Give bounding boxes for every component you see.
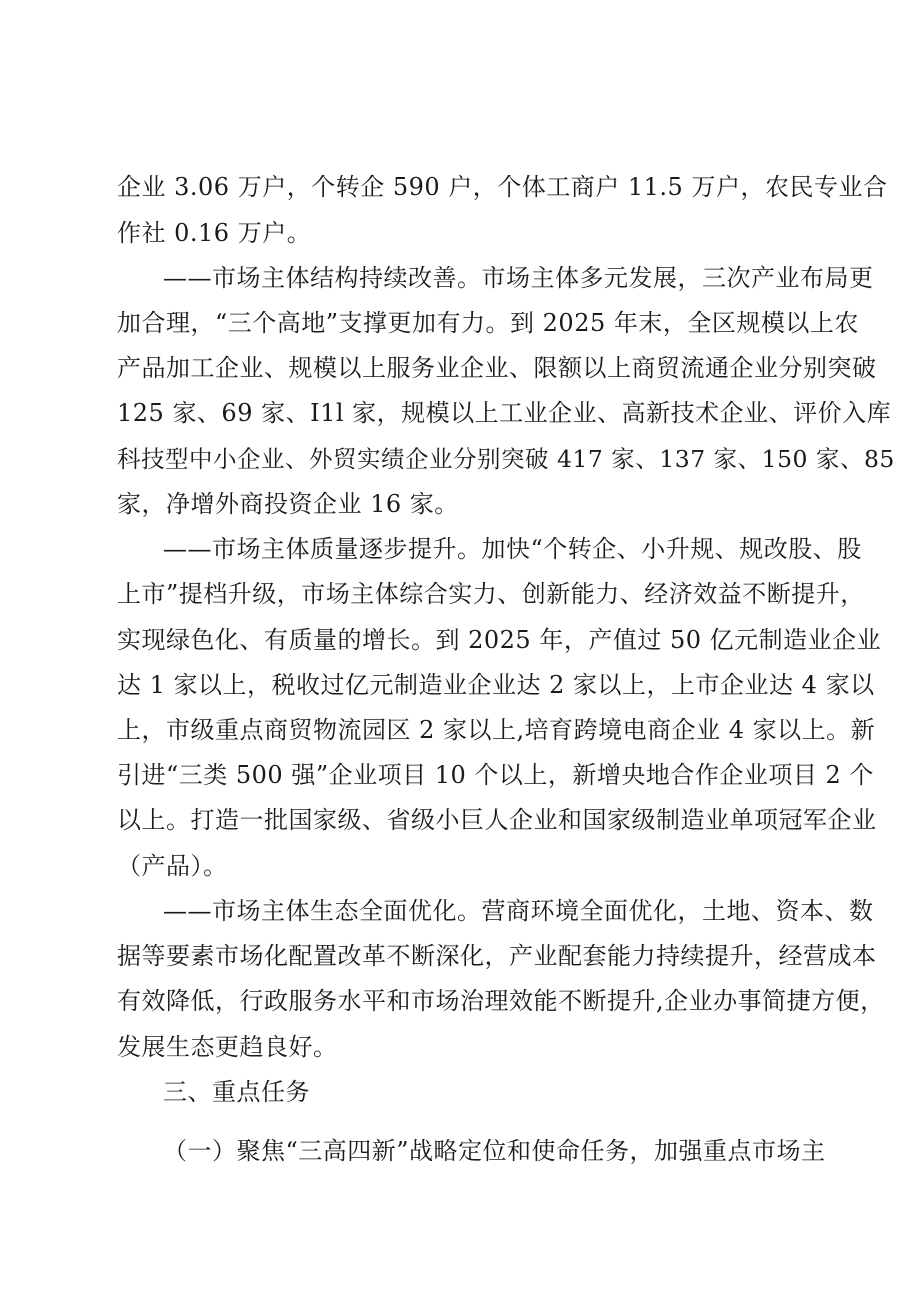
text-line: 125 家、69 家、I1l 家，规模以上工业企业、高新技术企业、评价入库 bbox=[117, 399, 892, 427]
text-line: 上市”提档升级，市场主体综合实力、创新能力、经济效益不断提升， bbox=[117, 580, 865, 608]
text-line: 发展生态更趋良好。 bbox=[117, 1033, 338, 1061]
text-line: ——市场主体质量逐步提升。加快“个转企、小升规、规改股、股 bbox=[163, 535, 862, 563]
text-line: 家，净增外商投资企业 16 家。 bbox=[117, 490, 459, 518]
subsection-heading: （一）聚焦“三高四新”战略定位和使命任务，加强重点市场主 bbox=[163, 1137, 826, 1165]
text-line: 据等要素市场化配置改革不断深化，产业配套能力持续提升，经营成本 bbox=[117, 942, 877, 970]
section-heading: 三、重点任务 bbox=[163, 1078, 310, 1106]
text-line: 引进“三类 500 强”企业项目 10 个以上，新增央地合作企业项目 2 个 bbox=[117, 761, 874, 789]
text-line: （产品）。 bbox=[117, 852, 228, 880]
text-line: 产品加工企业、规模以上服务业企业、限额以上商贸流通企业分别突破 bbox=[117, 354, 877, 382]
text-line: 实现绿色化、有质量的增长。到 2025 年，产值过 50 亿元制造业企业 bbox=[117, 626, 882, 654]
text-line: 企业 3.06 万户，个转企 590 户，个体工商户 11.5 万户，农民专业合 bbox=[117, 173, 888, 201]
text-line: 科技型中小企业、外贸实绩企业分别突破 417 家、137 家、150 家、85 bbox=[117, 445, 895, 473]
text-line: 上，市级重点商贸物流园区 2 家以上,培育跨境电商企业 4 家以上。新 bbox=[117, 716, 876, 744]
text-line: ——市场主体生态全面优化。营商环境全面优化，土地、资本、数 bbox=[163, 897, 874, 925]
text-line: 有效降低，行政服务水平和市场治理效能不断提升,企业办事简捷方便， bbox=[117, 987, 885, 1015]
text-line: ——市场主体结构持续改善。市场主体多元发展，三次产业布局更 bbox=[163, 264, 874, 292]
text-line: 加合理，“三个高地”支撑更加有力。到 2025 年末，全区规模以上农 bbox=[117, 309, 859, 337]
text-line: 以上。打造一批国家级、省级小巨人企业和国家级制造业单项冠军企业 bbox=[117, 806, 877, 834]
text-line: 作社 0.16 万户。 bbox=[117, 219, 312, 247]
text-line: 达 1 家以上，税收过亿元制造业企业达 2 家以上，上市企业达 4 家以 bbox=[117, 671, 875, 699]
